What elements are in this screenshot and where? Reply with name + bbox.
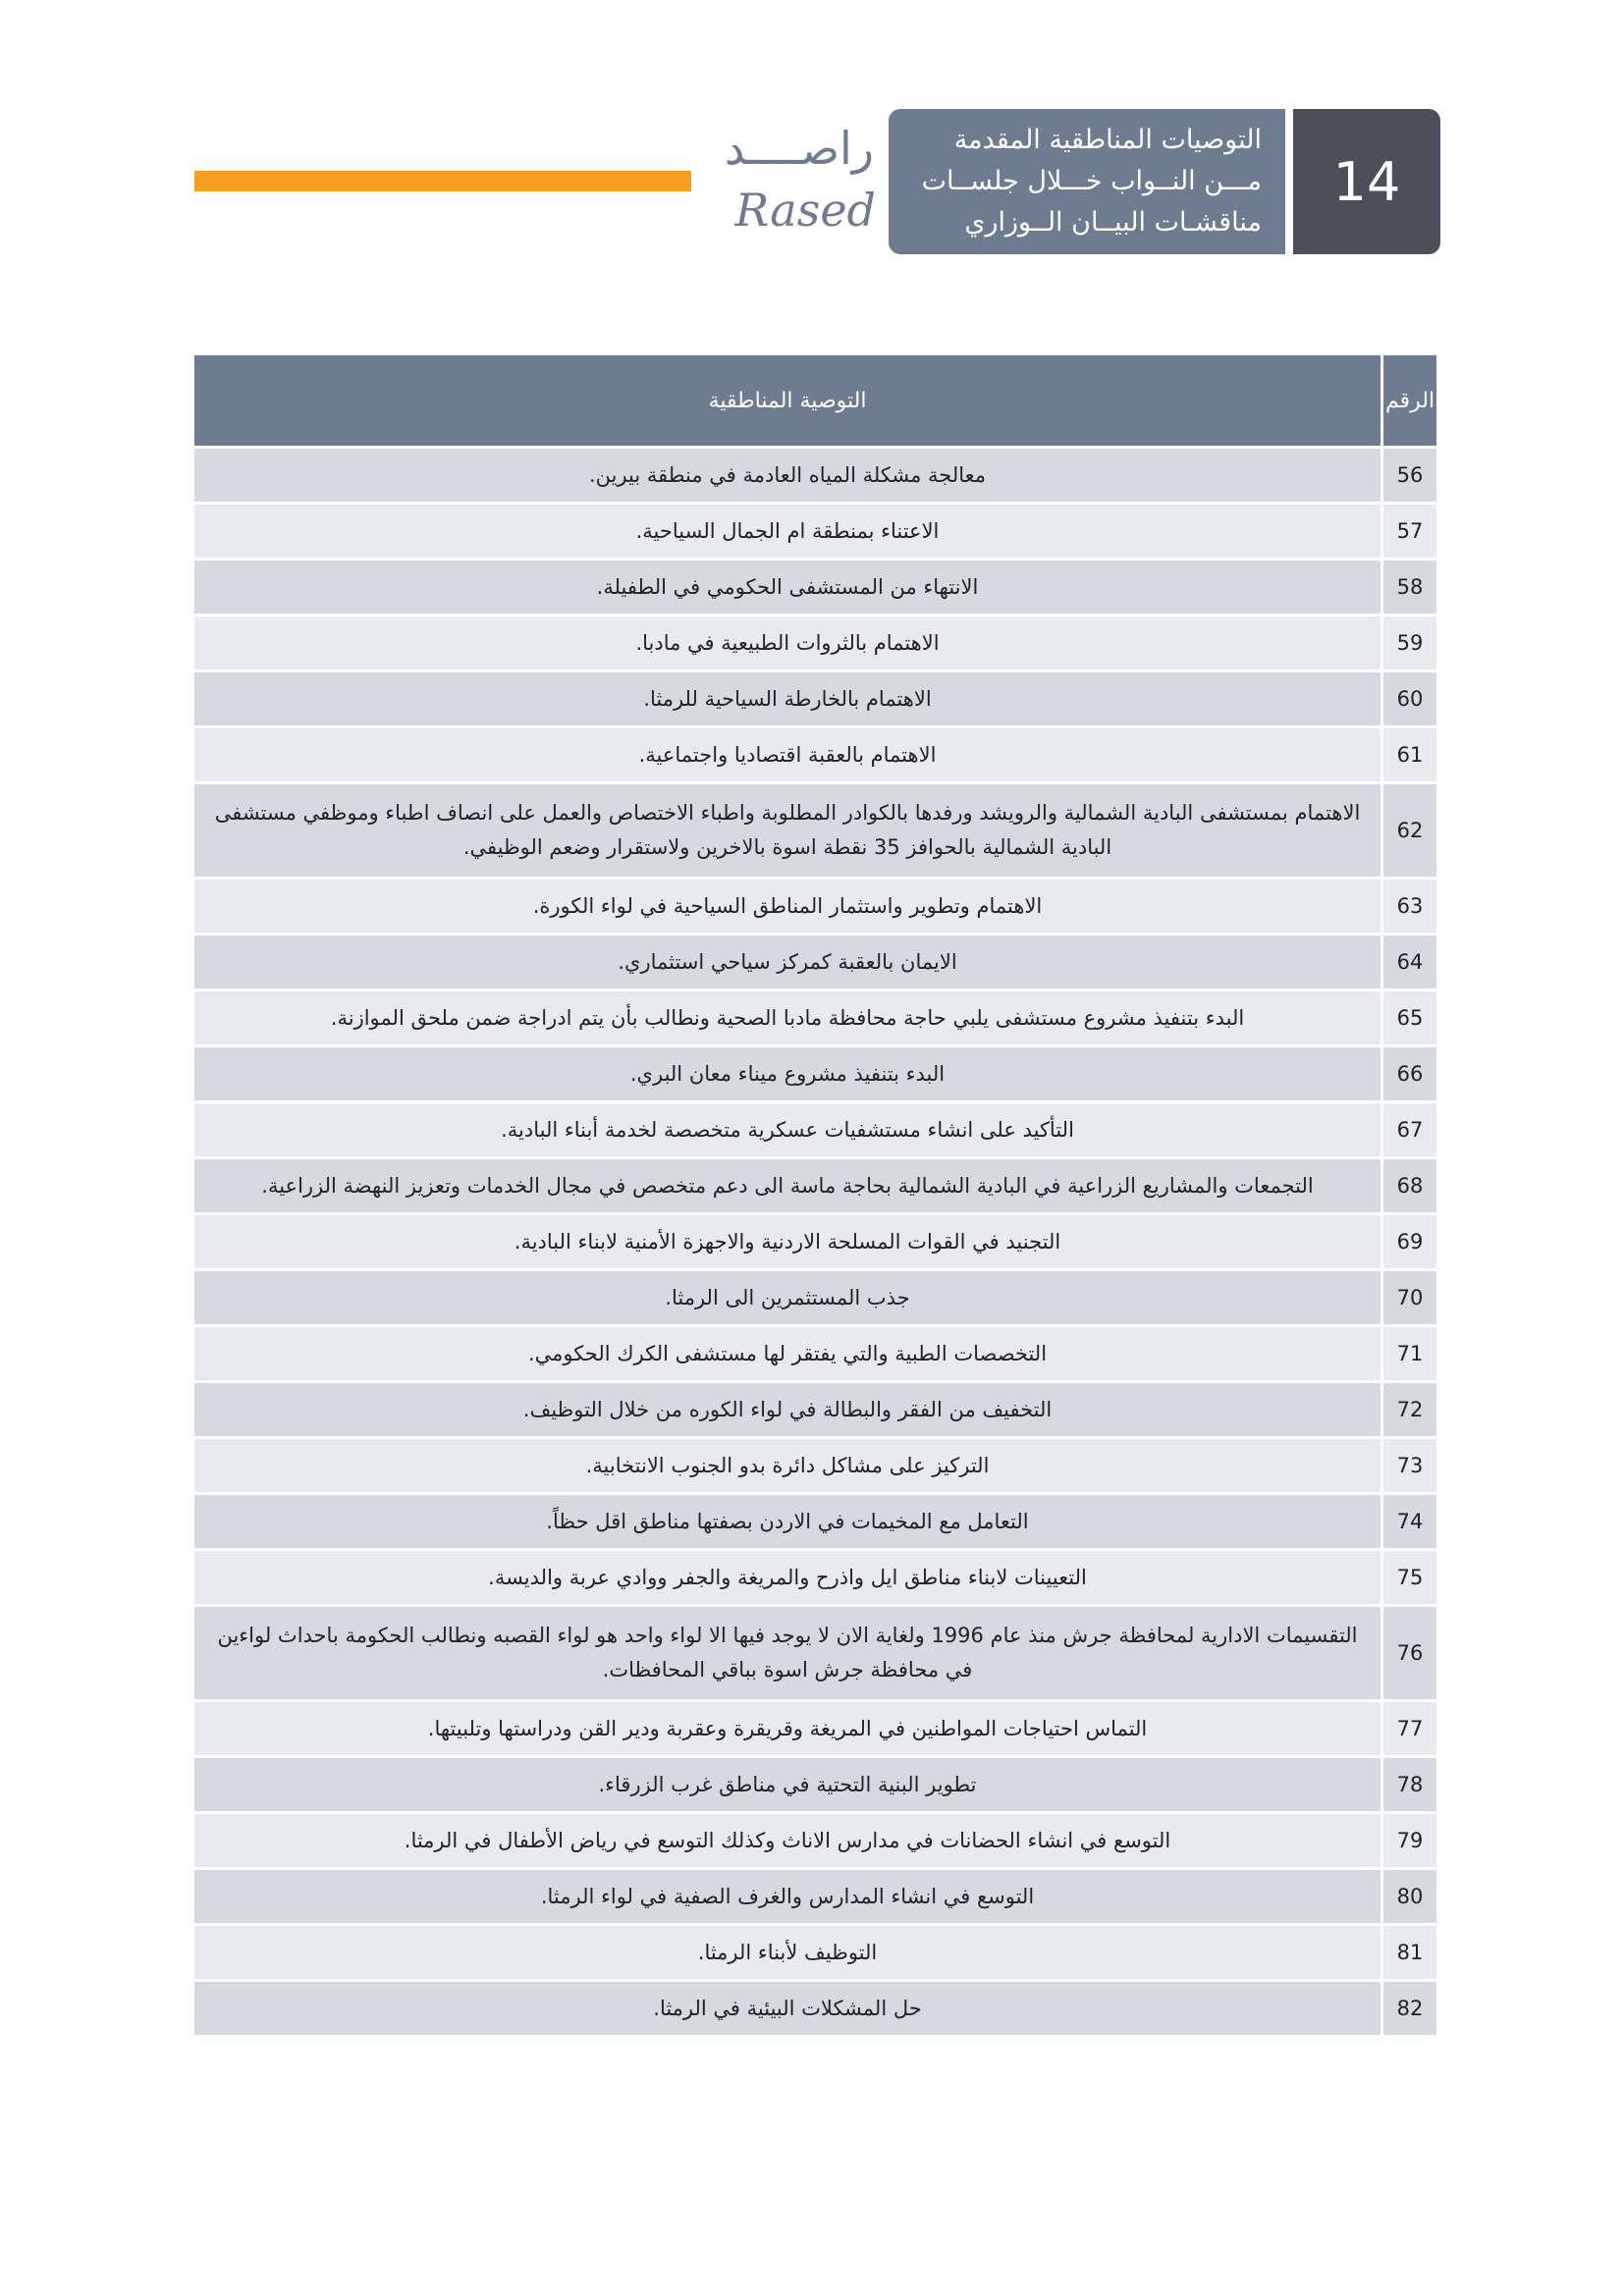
- row-recommendation: الانتهاء من المستشفى الحكومي في الطفيلة.: [194, 560, 1382, 615]
- row-recommendation: التجنيد في القوات المسلحة الاردنية والاجهزة الأمنية لابناء البادية.: [194, 1214, 1382, 1270]
- row-number: 58: [1382, 560, 1437, 615]
- row-recommendation: التقسيمات الادارية لمحافظة جرش منذ عام 1996 ولغاية الان لا يوجد فيها الا لواء واحد هو لواء القصبه ونطالب الحكومة باحداث لواءين في محافظة جرش اسوة بباقي المحافظات.: [194, 1606, 1382, 1701]
- row-recommendation: التركيز على مشاكل دائرة بدو الجنوب الانتخابية.: [194, 1438, 1382, 1494]
- row-recommendation: التجمعات والمشاريع الزراعية في البادية الشمالية بحاجة ماسة الى دعم متخصص في مجال الخدمات وتعزيز النهضة الزراعية.: [194, 1158, 1382, 1214]
- row-number: 68: [1382, 1158, 1437, 1214]
- table-row: [194, 448, 1436, 504]
- row-recommendation: الاهتمام بالثروات الطبيعية في مادبا.: [194, 615, 1382, 671]
- row-recommendation: التعيينات لابناء مناطق ايل واذرح والمريغة والجفر ووادي عربة والديسة.: [194, 1550, 1382, 1606]
- row-number: 81: [1382, 1925, 1437, 1981]
- row-number: 78: [1382, 1757, 1437, 1813]
- column-header-number: الرقم: [1382, 355, 1437, 448]
- row-number: 80: [1382, 1869, 1437, 1925]
- row-recommendation: الايمان بالعقبة كمركز سياحي استثماري.: [194, 934, 1382, 990]
- row-number: 56: [1382, 448, 1437, 504]
- row-number: 59: [1382, 615, 1437, 671]
- row-number: 63: [1382, 879, 1437, 934]
- table-row: [194, 1382, 1436, 1438]
- row-number: 71: [1382, 1326, 1437, 1382]
- row-number: 65: [1382, 990, 1437, 1046]
- recommendations-table: [194, 355, 1436, 2035]
- row-recommendation: التوسع في انشاء الحضانات في مدارس الاناث وكذلك التوسع في رياض الأطفال في الرمثا.: [194, 1813, 1382, 1869]
- row-recommendation: التخصصات الطبية والتي يفتقر لها مستشفى الكرك الحكومي.: [194, 1326, 1382, 1382]
- accent-bar: [194, 171, 691, 191]
- table-row: [194, 671, 1436, 727]
- row-recommendation: البدء بتنفيذ مشروع ميناء معان البري.: [194, 1046, 1382, 1102]
- table-row: [194, 1701, 1436, 1757]
- page-number: 14: [1293, 109, 1440, 254]
- row-number: 66: [1382, 1046, 1437, 1102]
- row-recommendation: الاهتمام بمستشفى البادية الشمالية والرويشد ورفدها بالكوادر المطلوبة واطباء الاختصاص والعمل على انصاف اطباء وموظفي مستشفى البادية الشمالية بالحوافز 35 نقطة اسوة بالاخرين ولاستقرار وضعم الوظيفي.: [194, 783, 1382, 879]
- row-number: 82: [1382, 1981, 1437, 2036]
- row-recommendation: معالجة مشكلة المياه العادمة في منطقة بيرين.: [194, 448, 1382, 504]
- table-row: [194, 615, 1436, 671]
- row-recommendation: الاعتناء بمنطقة ام الجمال السياحية.: [194, 504, 1382, 560]
- row-recommendation: التخفيف من الفقر والبطالة في لواء الكوره من خلال التوظيف.: [194, 1382, 1382, 1438]
- row-number: 60: [1382, 671, 1437, 727]
- table-row: [194, 1270, 1436, 1326]
- row-number: 75: [1382, 1550, 1437, 1606]
- row-recommendation: التوظيف لأبناء الرمثا.: [194, 1925, 1382, 1981]
- row-number: 74: [1382, 1494, 1437, 1550]
- row-recommendation: التماس احتياجات المواطنين في المريغة وقريقرة وعقربة ودير القن ودراستها وتلبيتها.: [194, 1701, 1382, 1757]
- section-title-line: مـــن النــواب خـــلال جلســات: [921, 166, 1262, 196]
- row-number: 62: [1382, 783, 1437, 879]
- table-row: [194, 783, 1436, 879]
- row-number: 77: [1382, 1701, 1437, 1757]
- section-title: [889, 109, 1285, 254]
- table-row: [194, 1925, 1436, 1981]
- row-number: 70: [1382, 1270, 1437, 1326]
- column-header-recommendation: التوصية المناطقية: [194, 355, 1382, 448]
- table-row: [194, 1813, 1436, 1869]
- table-row: [194, 879, 1436, 934]
- row-number: 64: [1382, 934, 1437, 990]
- table-row: [194, 1981, 1436, 2036]
- row-recommendation: التأكيد على انشاء مستشفيات عسكرية متخصصة لخدمة أبناء البادية.: [194, 1102, 1382, 1158]
- row-number: 79: [1382, 1813, 1437, 1869]
- table-row: [194, 1438, 1436, 1494]
- table-header-row: [194, 355, 1436, 448]
- table-row: [194, 560, 1436, 615]
- row-recommendation: التوسع في انشاء المدارس والغرف الصفية في لواء الرمثا.: [194, 1869, 1382, 1925]
- row-number: 67: [1382, 1102, 1437, 1158]
- table-row: [194, 1757, 1436, 1813]
- table-row: [194, 1102, 1436, 1158]
- row-number: 73: [1382, 1438, 1437, 1494]
- table-row: [194, 1550, 1436, 1606]
- table-row: [194, 1046, 1436, 1102]
- row-recommendation: الاهتمام وتطوير واستثمار المناطق السياحية في لواء الكورة.: [194, 879, 1382, 934]
- row-recommendation: التعامل مع المخيمات في الاردن بصفتها مناطق اقل حظاً.: [194, 1494, 1382, 1550]
- table-row: [194, 1326, 1436, 1382]
- table-row: [194, 1869, 1436, 1925]
- table-row: [194, 990, 1436, 1046]
- logo-arabic: راصــــد: [724, 122, 874, 175]
- table-row: [194, 1494, 1436, 1550]
- logo-english: Rased: [734, 184, 876, 237]
- row-recommendation: جذب المستثمرين الى الرمثا.: [194, 1270, 1382, 1326]
- table-row: [194, 504, 1436, 560]
- section-title-line: التوصيات المناطقية المقدمة: [953, 125, 1262, 155]
- row-number: 76: [1382, 1606, 1437, 1701]
- row-number: 61: [1382, 727, 1437, 783]
- table-row: [194, 1158, 1436, 1214]
- row-recommendation: الاهتمام بالعقبة اقتصاديا واجتماعية.: [194, 727, 1382, 783]
- table-row: [194, 1214, 1436, 1270]
- table-row: [194, 727, 1436, 783]
- row-recommendation: الاهتمام بالخارطة السياحية للرمثا.: [194, 671, 1382, 727]
- row-number: 69: [1382, 1214, 1437, 1270]
- table-row: [194, 1606, 1436, 1701]
- row-number: 72: [1382, 1382, 1437, 1438]
- table-row: [194, 934, 1436, 990]
- row-recommendation: تطوير البنية التحتية في مناطق غرب الزرقاء.: [194, 1757, 1382, 1813]
- row-recommendation: حل المشكلات البيئية في الرمثا.: [194, 1981, 1382, 2036]
- row-recommendation: البدء بتنفيذ مشروع مستشفى يلبي حاجة محافظة مادبا الصحية ونطالب بأن يتم ادراجة ضمن ملحق الموازنة.: [194, 990, 1382, 1046]
- row-number: 57: [1382, 504, 1437, 560]
- section-title-line: مناقشـات البيــان الــوزاري: [964, 207, 1262, 238]
